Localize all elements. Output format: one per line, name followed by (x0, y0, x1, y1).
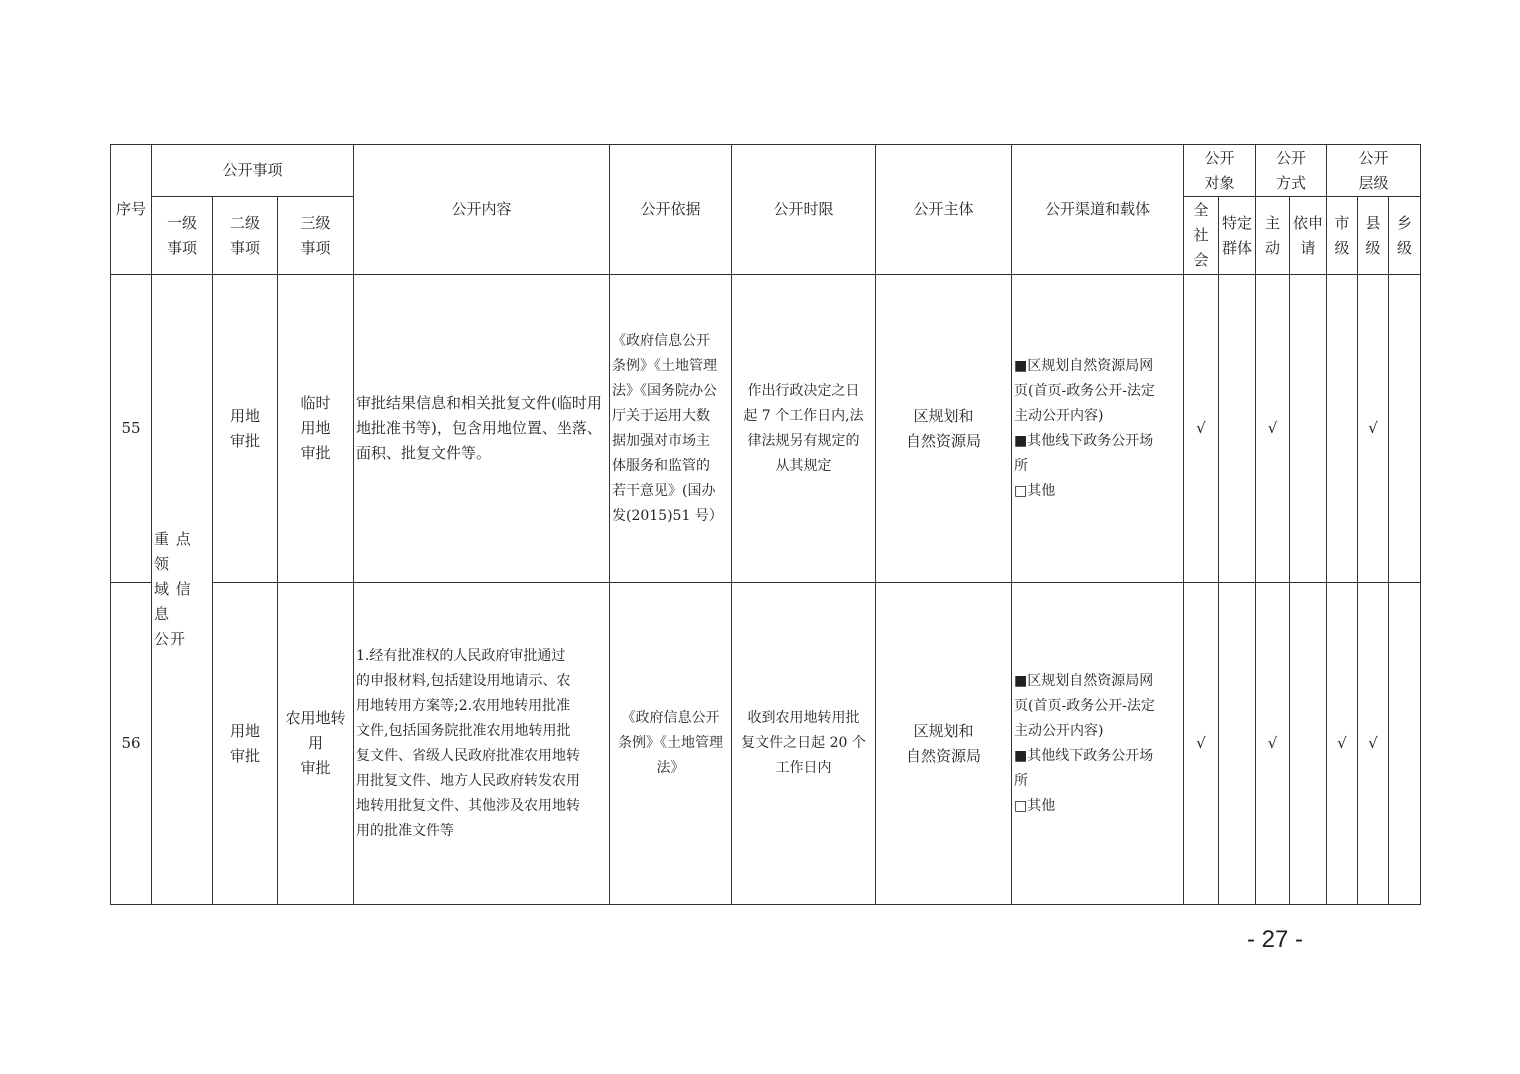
header-active: 主 动 (1256, 197, 1290, 275)
row-level3: 临时 用地 审批 (278, 275, 354, 583)
check-specific-group (1219, 275, 1256, 583)
header-all-society: 全 社 会 (1184, 197, 1219, 275)
row-time-limit: 收到农用地转用批 复文件之日起 20 个 工作日内 (732, 583, 876, 905)
row-level2: 用地 审批 (213, 275, 278, 583)
header-city-level: 市 级 (1327, 197, 1358, 275)
header-subject: 公开主体 (876, 145, 1012, 275)
level1-shared: 重 点 领 域 信 息 公开 (152, 275, 213, 905)
check-active: √ (1256, 583, 1290, 905)
check-town-level (1389, 275, 1421, 583)
row-basis: 《政府信息公开 条例》《土地管理 法》《国务院办公 厅关于运用大数 据加强对市场主 体服务和监管的 若干意见》(国办 发(2015)51 号） (610, 275, 732, 583)
row-content: 1.经有批准权的人民政府审批通过 的申报材料,包括建设用地请示、农 用地转用方案等;2.农用地转用批准 文件,包括国务院批准农用地转用批 复文件、省级人民政府批准农用地转 用批复文件、地方人民政府转发农用 地转用批复文件、其他涉及农用地转 用的批准文件等 (354, 583, 610, 905)
header-county-level: 县 级 (1358, 197, 1389, 275)
header-target: 公开 对象 (1184, 145, 1256, 197)
disclosure-table (110, 144, 1421, 905)
row-content: 审批结果信息和相关批复文件(临时用地批准书等)，包含用地位置、坐落、面积、批复文件等。 (354, 275, 610, 583)
table-row (111, 275, 1421, 583)
header-public-items: 公开事项 (152, 145, 354, 197)
header-basis: 公开依据 (610, 145, 732, 275)
header-method: 公开 方式 (1256, 145, 1327, 197)
row-seq: 56 (111, 583, 152, 905)
header-town-level: 乡 级 (1389, 197, 1421, 275)
check-all-society: √ (1184, 583, 1219, 905)
check-on-application (1290, 275, 1327, 583)
row-subject: 区规划和 自然资源局 (876, 275, 1012, 583)
header-level1: 一级 事项 (152, 197, 213, 275)
check-on-application (1290, 583, 1327, 905)
row-channel: ■区规划自然资源局网 页(首页-政务公开-法定 主动公开内容) ■其他线下政务公开场 所 □其他 (1012, 583, 1184, 905)
row-subject: 区规划和 自然资源局 (876, 583, 1012, 905)
header-on-application: 依申 请 (1290, 197, 1327, 275)
check-city-level (1327, 275, 1358, 583)
header-channel: 公开渠道和载体 (1012, 145, 1184, 275)
header-time-limit: 公开时限 (732, 145, 876, 275)
check-county-level: √ (1358, 583, 1389, 905)
header-seq: 序号 (111, 145, 152, 275)
row-seq: 55 (111, 275, 152, 583)
header-level2: 二级 事项 (213, 197, 278, 275)
row-basis: 《政府信息公开 条例》《土地管理 法》 (610, 583, 732, 905)
check-county-level: √ (1358, 275, 1389, 583)
header-level3: 三级 事项 (278, 197, 354, 275)
row-channel: ■区规划自然资源局网 页(首页-政务公开-法定 主动公开内容) ■其他线下政务公开场 所 □其他 (1012, 275, 1184, 583)
header-level: 公开 层级 (1327, 145, 1421, 197)
check-active: √ (1256, 275, 1290, 583)
check-town-level (1389, 583, 1421, 905)
check-all-society: √ (1184, 275, 1219, 583)
page-number: - 27 - (1246, 926, 1303, 953)
row-time-limit: 作出行政决定之日 起 7 个工作日内,法 律法规另有规定的 从其规定 (732, 275, 876, 583)
row-level3: 农用地转 用 审批 (278, 583, 354, 905)
check-city-level: √ (1327, 583, 1358, 905)
check-specific-group (1219, 583, 1256, 905)
header-content: 公开内容 (354, 145, 610, 275)
row-level2: 用地 审批 (213, 583, 278, 905)
table-row (111, 583, 1421, 905)
header-specific-group: 特定 群体 (1219, 197, 1256, 275)
